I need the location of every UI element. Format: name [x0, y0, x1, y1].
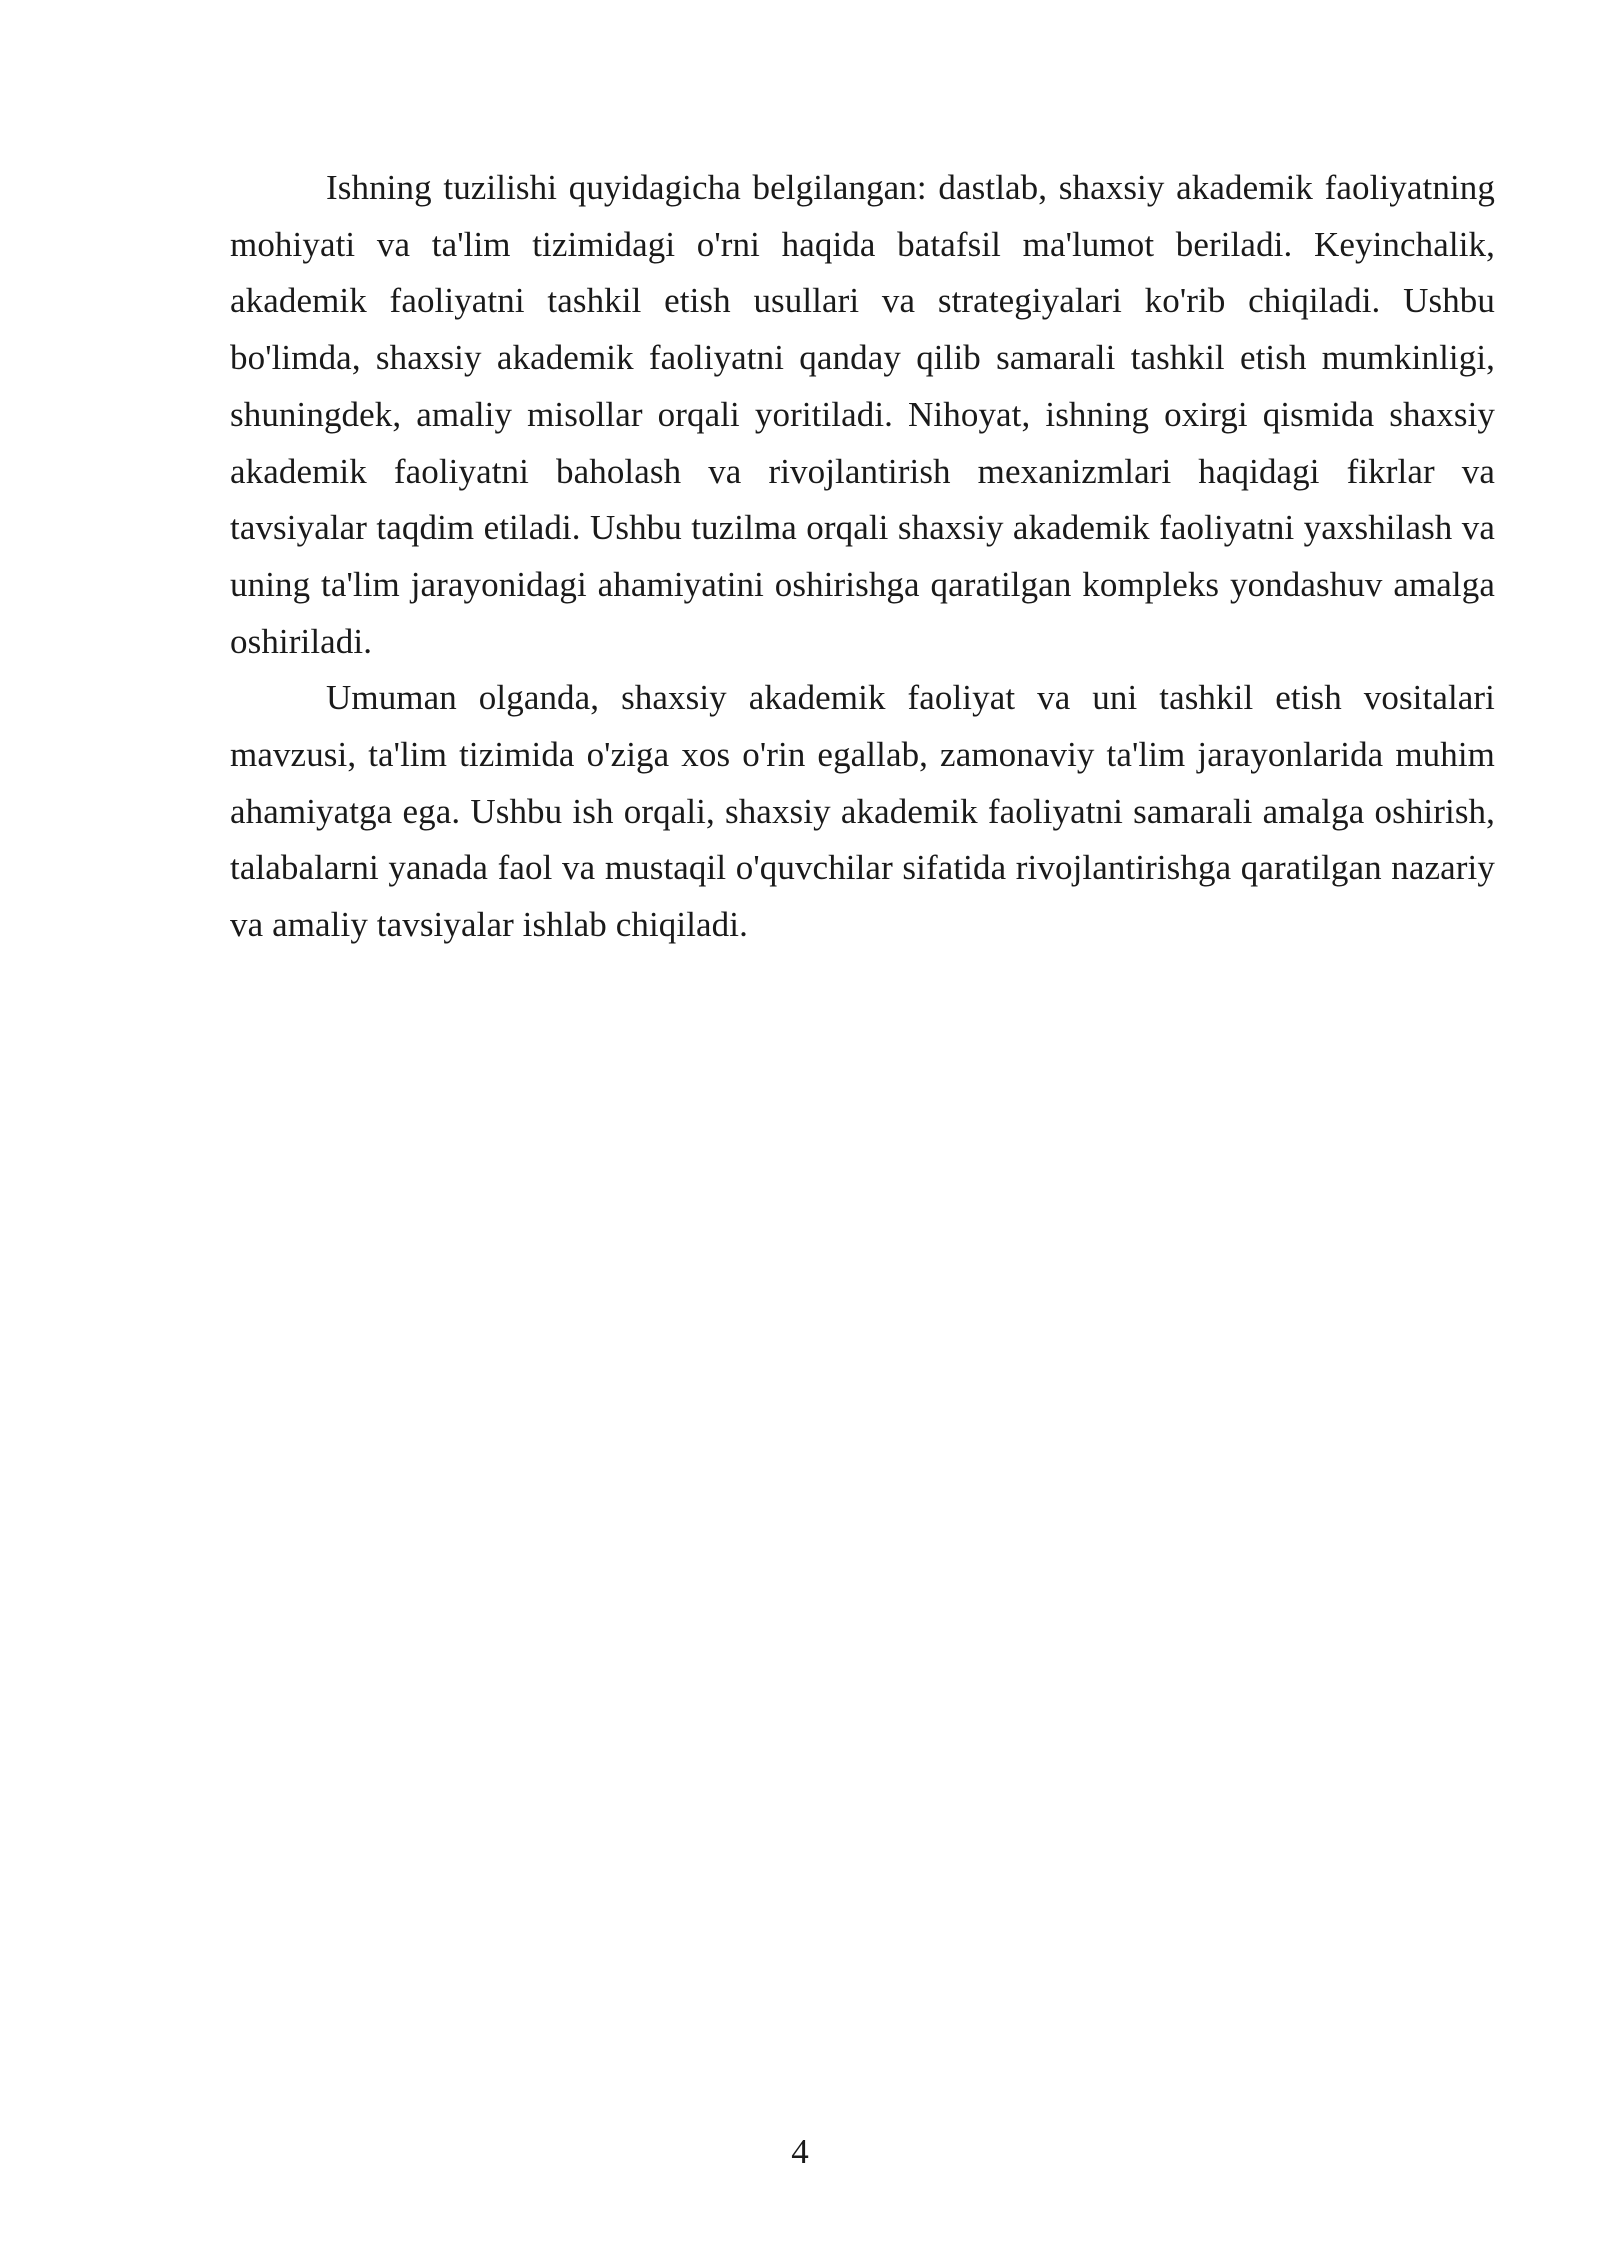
- paragraph-structure: Ishning tuzilishi quyidagicha belgilangan: dastlab, shaxsiy akademik faoliyatning mohiyati va ta'lim tizimidagi o'rni haqida batafsil ma'lumot beriladi. Keyinchalik, akademik faoliyatni tashkil etish usullari va strategiyalari ko'rib chiqiladi. Ushbu bo'limda, shaxsiy akademik faoliyatni qanday qilib samarali tashkil etish mumkinligi, shuningdek, amaliy misollar orqali yoritiladi. Nihoyat, ishning oxirgi qismida shaxsiy akademik faoliyatni baholash va rivojlantirish mexanizmlari haqidagi fikrlar va tavsiyalar taqdim etiladi. Ushbu tuzilma orqali shaxsiy akademik faoliyatni yaxshilash va uning ta'lim jarayonidagi ahamiyatini oshirishga qaratilgan kompleks yondashuv amalga oshiriladi.: [230, 168, 1495, 661]
- body-text: [230, 160, 1495, 954]
- page-number: 4: [791, 2132, 809, 2171]
- paragraph-conclusion: Umuman olganda, shaxsiy akademik faoliyat va uni tashkil etish vositalari mavzusi, ta'lim tizimida o'ziga xos o'rin egallab, zamonaviy ta'lim jarayonlarida muhim ahamiyatga ega. Ushbu ish orqali, shaxsiy akademik faoliyatni samarali amalga oshirish, talabalarni yanada faol va mustaqil o'quvchilar sifatida rivojlantirishga qaratilgan nazariy va amaliy tavsiyalar ishlab chiqiladi.: [230, 678, 1495, 945]
